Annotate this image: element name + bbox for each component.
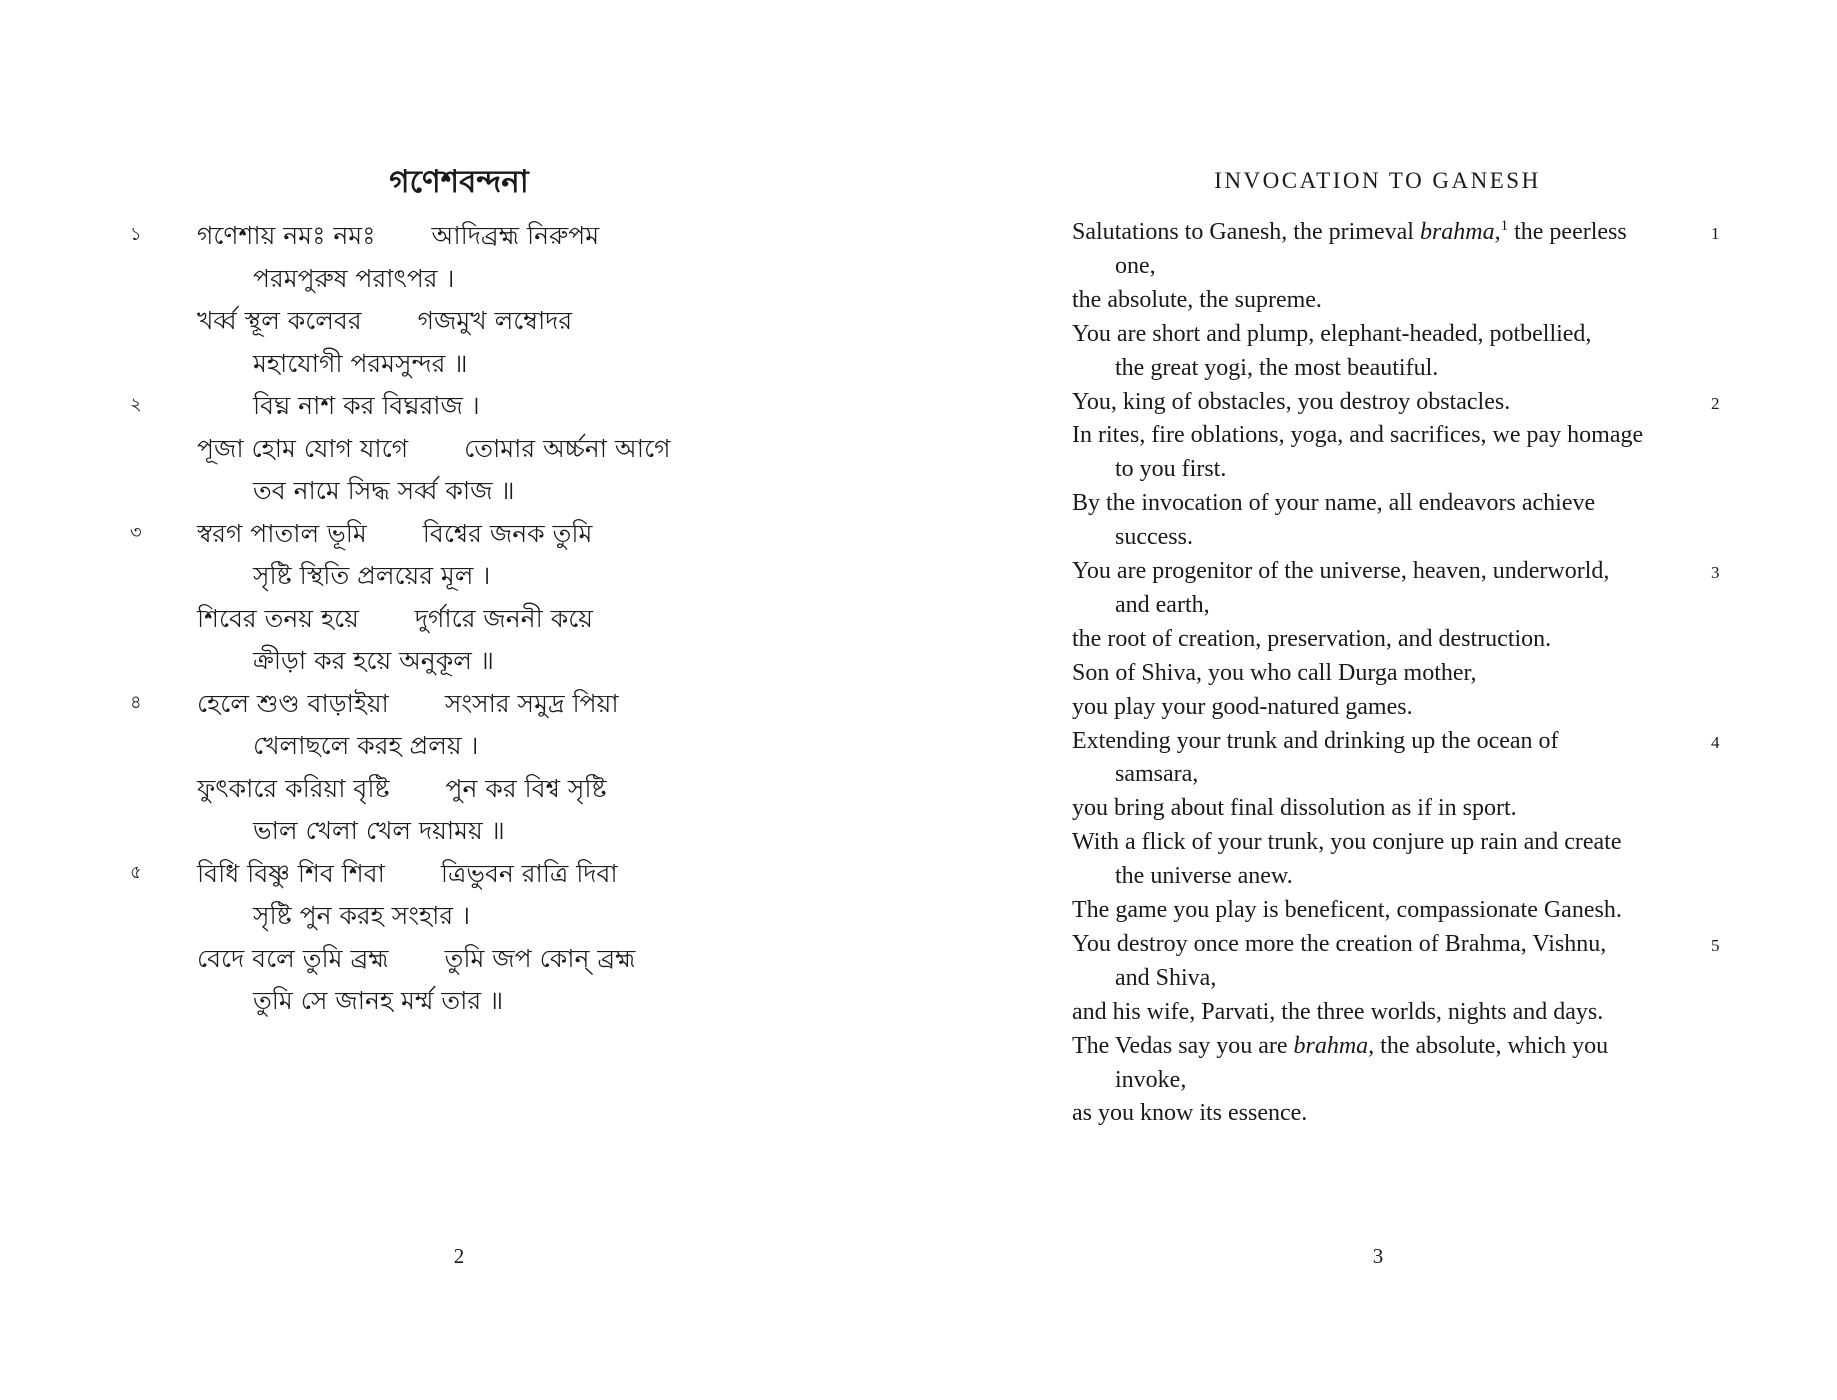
verse-line bbox=[253, 726, 478, 769]
translation-line bbox=[1072, 829, 1622, 856]
italic-term: brahma, bbox=[1293, 1032, 1375, 1059]
page-number-right: 3 bbox=[1372, 1244, 1384, 1268]
right-page-english bbox=[918, 0, 1837, 1400]
line-text: Son of Shiva, you who call Durga mother, bbox=[1072, 659, 1477, 686]
verse-half: গজমুখ লম্বোদর bbox=[417, 306, 573, 335]
verse-half: শিবের তনয় হয়ে bbox=[197, 603, 359, 633]
verse-half: গণেশায় নমঃ নমঃ bbox=[197, 221, 376, 250]
verse-half: পরমপুরুষ পরাৎপর । bbox=[253, 263, 455, 293]
verse-half: ত্রিভুবন রাত্রি দিবা bbox=[440, 858, 618, 888]
line-text: and earth, bbox=[1115, 591, 1210, 618]
left-page-bengali bbox=[0, 0, 918, 1400]
verse-half: সংসার সমুদ্র পিয়া bbox=[444, 688, 619, 718]
verse-number: 2 bbox=[1711, 393, 1720, 413]
line-text: as you know its essence. bbox=[1072, 1100, 1308, 1127]
verse-line bbox=[197, 216, 599, 259]
footnote-marker: 1 bbox=[1500, 218, 1509, 234]
translation-line bbox=[1072, 490, 1595, 517]
line-text: samsara, bbox=[1115, 761, 1199, 788]
translation-line bbox=[1115, 965, 1216, 992]
line-text: the peerless bbox=[1508, 219, 1627, 245]
verse-half: তোমার অর্চ্চনা আগে bbox=[464, 433, 671, 463]
verse-line bbox=[253, 641, 494, 684]
translation-line bbox=[1072, 728, 1559, 755]
verse-half: ক্রীড়া কর হয়ে অনুকূল ॥ bbox=[253, 646, 494, 675]
verse-half: সৃষ্টি পুন করহ সংহার । bbox=[253, 901, 471, 930]
english-title: INVOCATION TO GANESH bbox=[1214, 168, 1541, 193]
line-text: You, king of obstacles, you destroy obstacles. bbox=[1072, 388, 1511, 415]
verse-number: ১ bbox=[130, 224, 142, 245]
verse-line bbox=[253, 344, 467, 387]
translation-line bbox=[1072, 660, 1477, 687]
line-text: success. bbox=[1115, 524, 1193, 551]
verse-line bbox=[197, 301, 572, 344]
translation-line bbox=[1115, 355, 1438, 382]
verse-half: সৃষ্টি স্থিতি প্রলয়ের মূল । bbox=[253, 561, 491, 590]
verse-half: মহাযোগী পরমসুন্দর ॥ bbox=[253, 348, 468, 378]
translation-line bbox=[1072, 897, 1622, 924]
verse-line bbox=[197, 854, 618, 897]
translation-line bbox=[1072, 558, 1609, 585]
line-text: With a flick of your trunk, you conjure up rain and create bbox=[1072, 829, 1622, 856]
verse-half: হেলে শুণ্ড বাড়াইয়া bbox=[197, 688, 389, 718]
verse-number: ৫ bbox=[130, 861, 142, 883]
verse-half: পুন কর বিশ্ব সৃষ্টি bbox=[445, 773, 607, 803]
verse-line bbox=[253, 259, 454, 302]
verse-line bbox=[197, 939, 635, 982]
verse-number: 3 bbox=[1711, 563, 1720, 582]
verse-line bbox=[197, 769, 606, 812]
line-text: invoke, bbox=[1115, 1066, 1187, 1093]
verse-half: ভাল খেলা খেল দয়াময় ॥ bbox=[253, 816, 505, 845]
line-text: You are short and plump, elephant-headed, potbellied, bbox=[1072, 320, 1592, 347]
line-text: you bring about final dissolution as if in sport. bbox=[1072, 795, 1517, 822]
verse-number: ২ bbox=[130, 394, 142, 415]
translation-line bbox=[1072, 795, 1517, 822]
verse-half: বিধি বিষ্ণু শিব শিবা bbox=[197, 858, 385, 888]
line-text: to you first. bbox=[1115, 456, 1227, 483]
verse-half: আদিব্রহ্ম নিরুপম bbox=[431, 221, 600, 250]
line-text: You destroy once more the creation of Brahma, Vishnu, bbox=[1072, 930, 1607, 957]
line-text: Extending your trunk and drinking up the ocean of bbox=[1072, 727, 1559, 754]
line-text: The Vedas say you are bbox=[1072, 1032, 1294, 1059]
verse-number: 1 bbox=[1711, 224, 1720, 243]
translation-line bbox=[1072, 287, 1322, 314]
translation-line bbox=[1115, 592, 1210, 619]
verse-number: ৪ bbox=[130, 691, 142, 713]
line-text: the great yogi, the most beautiful. bbox=[1115, 354, 1439, 381]
translation-line bbox=[1115, 863, 1293, 890]
verse-line bbox=[253, 386, 480, 429]
line-text: the absolute, the supreme. bbox=[1072, 286, 1322, 313]
verse-line bbox=[197, 684, 619, 727]
line-text: the universe anew. bbox=[1115, 863, 1293, 890]
verse-half: তব নামে সিদ্ধ সর্ব্ব কাজ ॥ bbox=[253, 476, 515, 505]
translation-line bbox=[1072, 694, 1413, 721]
line-text: You are progenitor of the universe, heaven, underworld, bbox=[1072, 558, 1610, 584]
translation-line bbox=[1072, 219, 1627, 246]
translation-line bbox=[1072, 1100, 1307, 1127]
verse-half: তুমি জপ কোন্ ব্রহ্ম bbox=[444, 943, 636, 973]
line-text: By the invocation of your name, all endeavors achieve bbox=[1072, 490, 1596, 517]
line-text: one, bbox=[1115, 252, 1156, 279]
line-text: Salutations to Ganesh, the primeval bbox=[1072, 219, 1420, 245]
verse-half: বেদে বলে তুমি ব্রহ্ম bbox=[197, 943, 389, 973]
line-text: the absolute, which you bbox=[1374, 1032, 1609, 1059]
translation-line bbox=[1115, 456, 1226, 483]
verse-half: তুমি সে জানহ মর্ম্ম তার ॥ bbox=[253, 986, 504, 1015]
translation-line bbox=[1115, 253, 1156, 280]
translation-line bbox=[1072, 389, 1510, 416]
line-text: and his wife, Parvati, the three worlds, nights and days. bbox=[1072, 998, 1604, 1025]
translation-line bbox=[1115, 761, 1198, 788]
verse-line bbox=[197, 514, 592, 557]
italic-term: brahma, bbox=[1419, 219, 1501, 245]
line-text: the root of creation, preservation, and destruction. bbox=[1072, 625, 1552, 652]
verse-line bbox=[197, 429, 671, 472]
verse-half: খর্ব্ব স্থূল কলেবর bbox=[197, 306, 362, 335]
verse-half: খেলাছলে করহ প্রলয় । bbox=[253, 731, 479, 760]
verse-half: বিশ্বের জনক তুমি bbox=[422, 518, 593, 548]
line-text: In rites, fire oblations, yoga, and sacrifices, we pay homage bbox=[1072, 422, 1644, 449]
verse-number: ৩ bbox=[130, 521, 142, 543]
bengali-title: গণেশবন্দনা bbox=[389, 164, 529, 200]
line-text: you play your good-natured games. bbox=[1072, 693, 1413, 720]
verse-half: দুর্গারে জননী কয়ে bbox=[414, 603, 593, 633]
translation-line bbox=[1072, 321, 1591, 348]
verse-line bbox=[253, 811, 505, 854]
translation-line bbox=[1115, 524, 1193, 551]
verse-line bbox=[197, 599, 593, 642]
translation-line bbox=[1072, 422, 1643, 449]
verse-line bbox=[253, 981, 503, 1024]
verse-line bbox=[253, 471, 515, 514]
verse-number: 5 bbox=[1711, 935, 1720, 955]
verse-half: স্বরগ পাতাল ভূমি bbox=[197, 518, 367, 548]
translation-line bbox=[1072, 1033, 1608, 1060]
translation-line bbox=[1072, 931, 1606, 958]
verse-number: 4 bbox=[1711, 732, 1720, 752]
line-text: and Shiva, bbox=[1115, 964, 1217, 991]
translation-line bbox=[1115, 1067, 1186, 1094]
verse-half: ফুৎকারে করিয়া বৃষ্টি bbox=[197, 773, 390, 803]
translation-line bbox=[1072, 999, 1603, 1026]
verse-half: বিঘ্ন নাশ কর বিঘ্নরাজ । bbox=[253, 391, 480, 420]
verse-line bbox=[253, 896, 470, 939]
verse-line bbox=[253, 556, 490, 599]
translation-line bbox=[1072, 626, 1551, 653]
verse-half: পূজা হোম যোগ যাগে bbox=[197, 433, 409, 463]
line-text: The game you play is beneficent, compassionate Ganesh. bbox=[1072, 897, 1622, 923]
page-number-left: 2 bbox=[453, 1244, 465, 1268]
